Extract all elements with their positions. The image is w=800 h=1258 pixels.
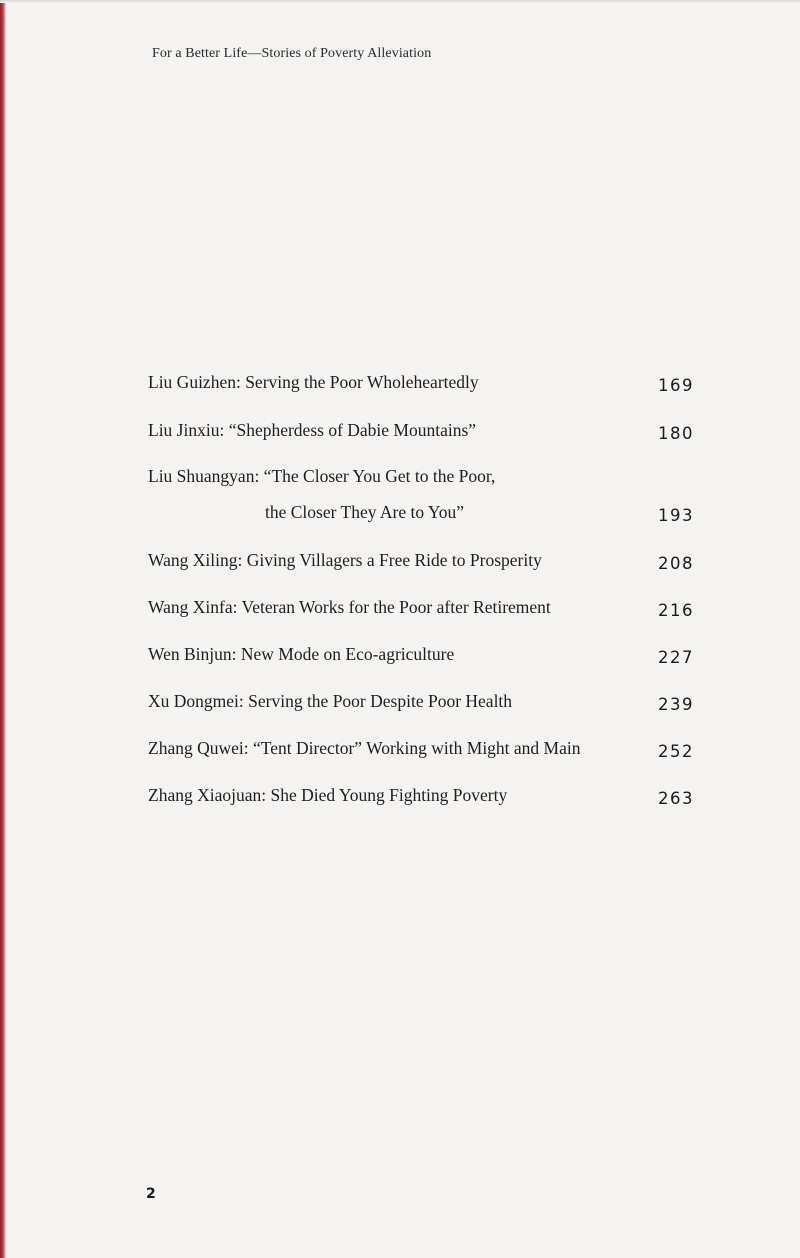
toc-entry xyxy=(148,546,700,574)
toc-entry xyxy=(148,640,700,668)
toc-entry xyxy=(148,781,700,809)
page-top-edge xyxy=(0,0,800,3)
toc-entry-title: Liu Shuangyan: “The Closer You Get to the Poor, xyxy=(148,466,496,486)
toc-entry-title: Xu Dongmei: Serving the Poor Despite Poor Health xyxy=(148,691,513,711)
toc-entry-page: 169 xyxy=(658,376,694,395)
toc-entry-page: 180 xyxy=(658,424,694,443)
toc-entry xyxy=(148,416,700,444)
toc-entry-title: Zhang Quwei: “Tent Director” Working with Might and Main xyxy=(148,738,581,758)
toc-entry xyxy=(148,593,700,621)
table-of-contents xyxy=(148,368,700,809)
toc-entry xyxy=(148,462,700,526)
toc-entry-page: 227 xyxy=(658,648,694,667)
toc-entry-page: 208 xyxy=(658,554,694,573)
toc-entry xyxy=(148,368,700,396)
toc-entry xyxy=(148,687,700,715)
toc-entry-page: 252 xyxy=(658,742,694,761)
page-number: 2 xyxy=(146,1186,156,1202)
running-head: For a Better Life—Stories of Poverty Alleviation xyxy=(152,46,432,61)
toc-entry-page: 193 xyxy=(658,506,694,525)
toc-entry-title: Zhang Xiaojuan: She Died Young Fighting Poverty xyxy=(148,785,508,805)
toc-entry-title-continued: the Closer They Are to You” xyxy=(265,502,464,522)
toc-entry-title: Wen Binjun: New Mode on Eco-agriculture xyxy=(148,644,455,664)
toc-entry xyxy=(148,734,700,762)
toc-entry-page: 239 xyxy=(658,695,694,714)
book-spine-edge xyxy=(0,0,6,1258)
toc-entry-title: Wang Xiling: Giving Villagers a Free Ride to Prosperity xyxy=(148,550,542,570)
toc-entry-title: Wang Xinfa: Veteran Works for the Poor after Retirement xyxy=(148,597,551,617)
toc-entry-title: Liu Guizhen: Serving the Poor Wholeheartedly xyxy=(148,372,479,392)
toc-entry-page: 216 xyxy=(658,601,694,620)
toc-entry-page: 263 xyxy=(658,789,694,808)
toc-entry-title: Liu Jinxiu: “Shepherdess of Dabie Mountains” xyxy=(148,420,477,440)
